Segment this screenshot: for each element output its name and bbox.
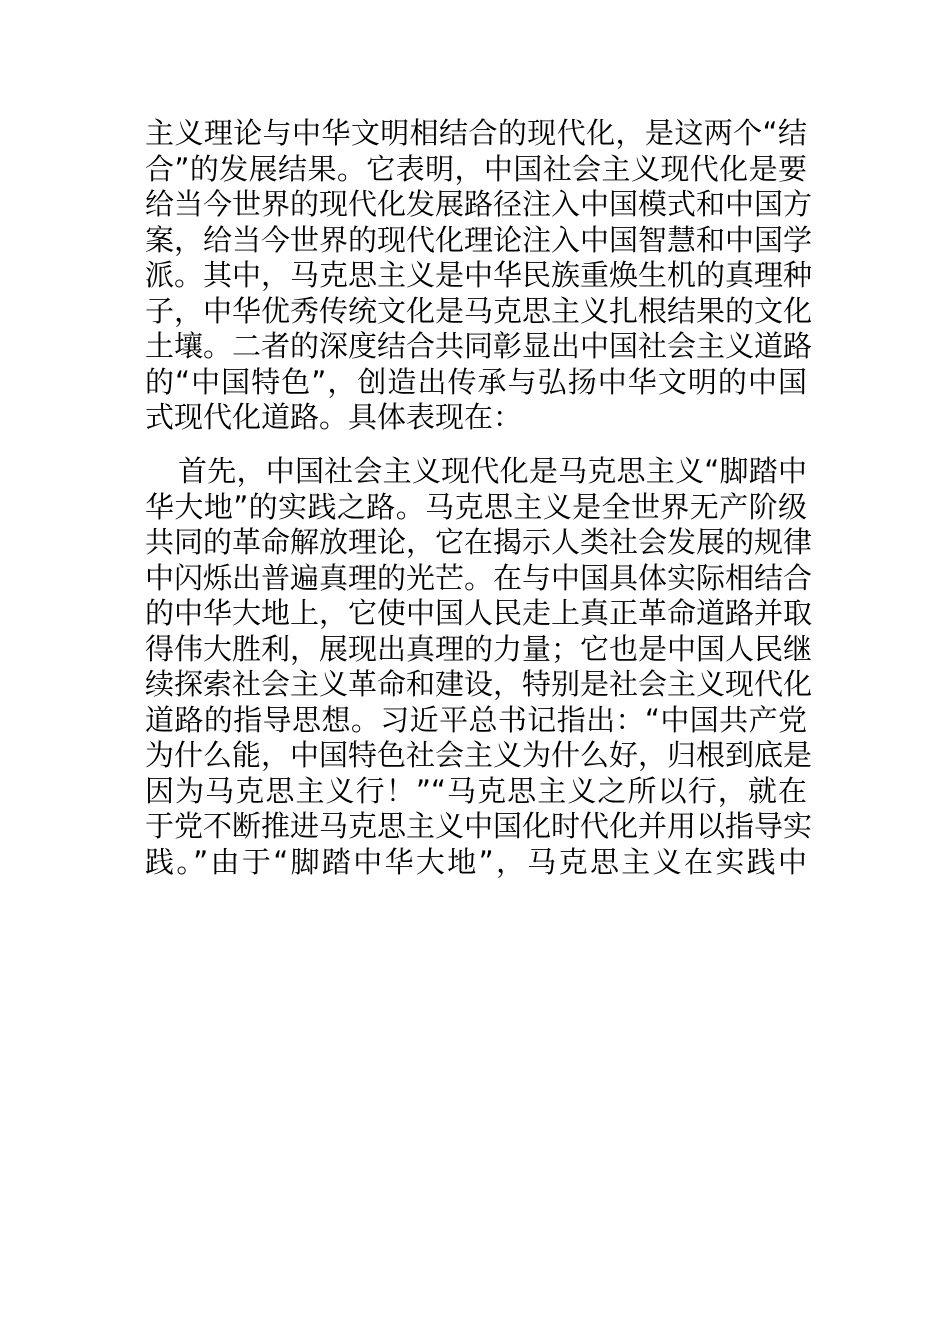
text-line: 共同的革命解放理论，它在揭示人类社会发展的规律 (145, 525, 813, 559)
paragraph-1 (145, 116, 813, 436)
text-line: 续探索社会主义革命和建设，特别是社会主义现代化 (145, 667, 813, 701)
text-line: 给当今世界的现代化发展路径注入中国模式和中国方 (145, 187, 813, 221)
text-line: 践。”由于“脚踏中华大地”，马克思主义在实践中 (145, 844, 807, 879)
text-line: 因为马克思主义行！”“马克思主义之所以行，就在 (145, 773, 807, 808)
text-line: 为什么能，中国特色社会主义为什么好，归根到底是 (145, 738, 813, 772)
text-line: 的“中国特色”，创造出传承与弘扬中华文明的中国 (145, 364, 807, 399)
text-line: 的中华大地上，它使中国人民走上真正革命道路并取 (145, 596, 813, 630)
text-line: 道路的指导思想。习近平总书记指出：“中国共产党 (145, 702, 807, 737)
text-line: 于党不断推进马克思主义中国化时代化并用以指导实 (145, 809, 813, 843)
text-line: 合”的发展结果。它表明，中国社会主义现代化是要 (145, 151, 807, 186)
text-line: 主义理论与中华文明相结合的现代化，是这两个“结 (145, 116, 807, 150)
text-line: 式现代化道路。具体表现在： (145, 400, 523, 434)
text-line: 首先，中国社会主义现代化是马克思主义“脚踏中 (178, 454, 807, 488)
text-line: 派。其中，马克思主义是中华民族重焕生机的真理种 (145, 258, 813, 292)
text-line: 子，中华优秀传统文化是马克思主义扎根结果的文化 (145, 293, 813, 328)
paragraph-2 (145, 454, 813, 880)
text-line: 华大地”的实践之路。马克思主义是全世界无产阶级 (145, 489, 807, 524)
text-line: 中闪烁出普遍真理的光芒。在与中国具体实际相结合 (145, 560, 813, 595)
text-line: 案，给当今世界的现代化理论注入中国智慧和中国学 (145, 222, 813, 257)
text-line: 土壤。二者的深度结合共同彰显出中国社会主义道路 (145, 329, 813, 363)
text-line: 得伟大胜利，展现出真理的力量；它也是中国人民继 (145, 631, 813, 666)
